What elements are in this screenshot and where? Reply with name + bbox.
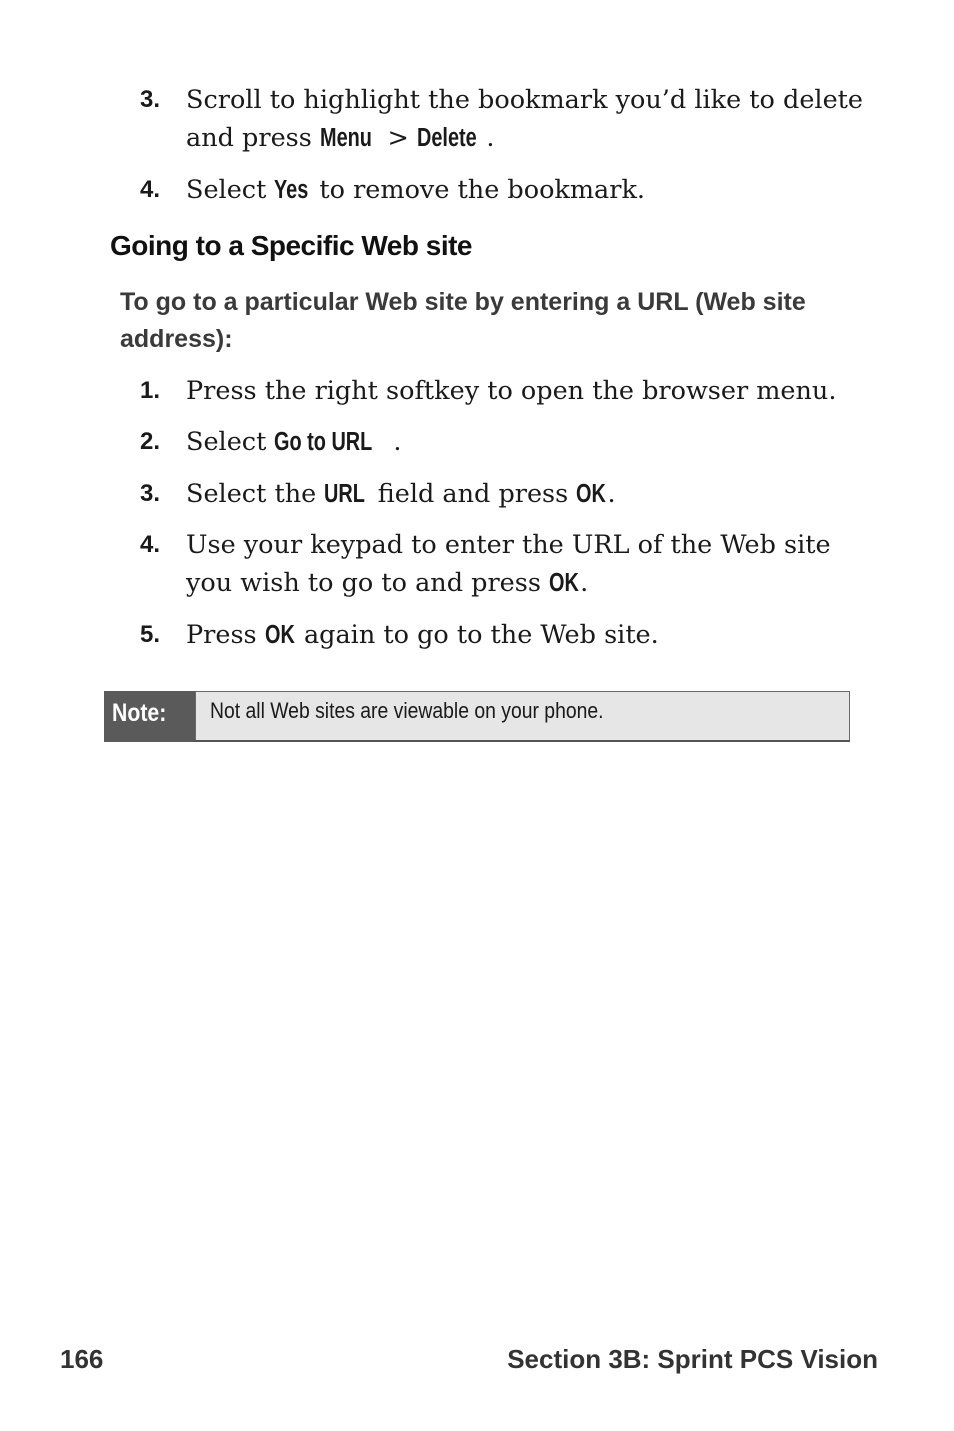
list-item-step-4-yes	[140, 171, 870, 209]
note-text: Not all Web sites are viewable on your phone.	[195, 691, 850, 740]
step-number: 5.	[140, 621, 161, 648]
step-number: 4.	[140, 531, 161, 558]
list-item-step-1	[140, 372, 870, 410]
key-delete: Delete	[416, 124, 477, 152]
step-text: Press OK again to go to the Web site.	[186, 616, 870, 654]
step-text: Select the URL field and press OK.	[186, 475, 870, 513]
list-item-step-3-delete	[140, 81, 870, 157]
step-text: Select Yes to remove the bookmark.	[186, 171, 870, 209]
step-text: Scroll to highlight the bookmark you’d like to delete and press Menu > Delete .	[186, 81, 870, 157]
key-go-to-url: Go to URL	[274, 428, 373, 456]
page-number: 166	[60, 1344, 104, 1374]
list-item-step-3	[140, 475, 870, 513]
list-item-step-4	[140, 526, 870, 602]
list-item-step-5	[140, 616, 870, 654]
step-number: 3.	[140, 86, 161, 113]
step-number: 3.	[140, 480, 161, 507]
note-label: Note:	[104, 691, 195, 742]
key-menu: Menu	[319, 124, 372, 152]
list-item-step-2	[140, 423, 870, 461]
step-number: 4.	[140, 176, 161, 203]
key-ok: OK	[576, 480, 607, 508]
key-ok: OK	[264, 621, 295, 649]
section-title-footer: Section 3B: Sprint PCS Vision	[507, 1344, 878, 1374]
step-text: Select Go to URL .	[186, 423, 870, 461]
key-ok: OK	[549, 569, 579, 597]
note-box	[104, 691, 850, 742]
procedure-intro: To go to a particular Web site by entering a URL (Web site address):	[120, 288, 806, 353]
key-yes: Yes	[274, 176, 309, 204]
step-number: 1.	[140, 377, 161, 404]
key-url: URL	[324, 480, 366, 508]
step-text: Use your keypad to enter the URL of the Web site you wish to go to and press OK.	[186, 526, 870, 602]
step-number: 2.	[140, 428, 161, 455]
step-text: Press the right softkey to open the browser menu.	[186, 376, 837, 406]
section-heading: Going to a Specific Web site	[110, 230, 472, 261]
